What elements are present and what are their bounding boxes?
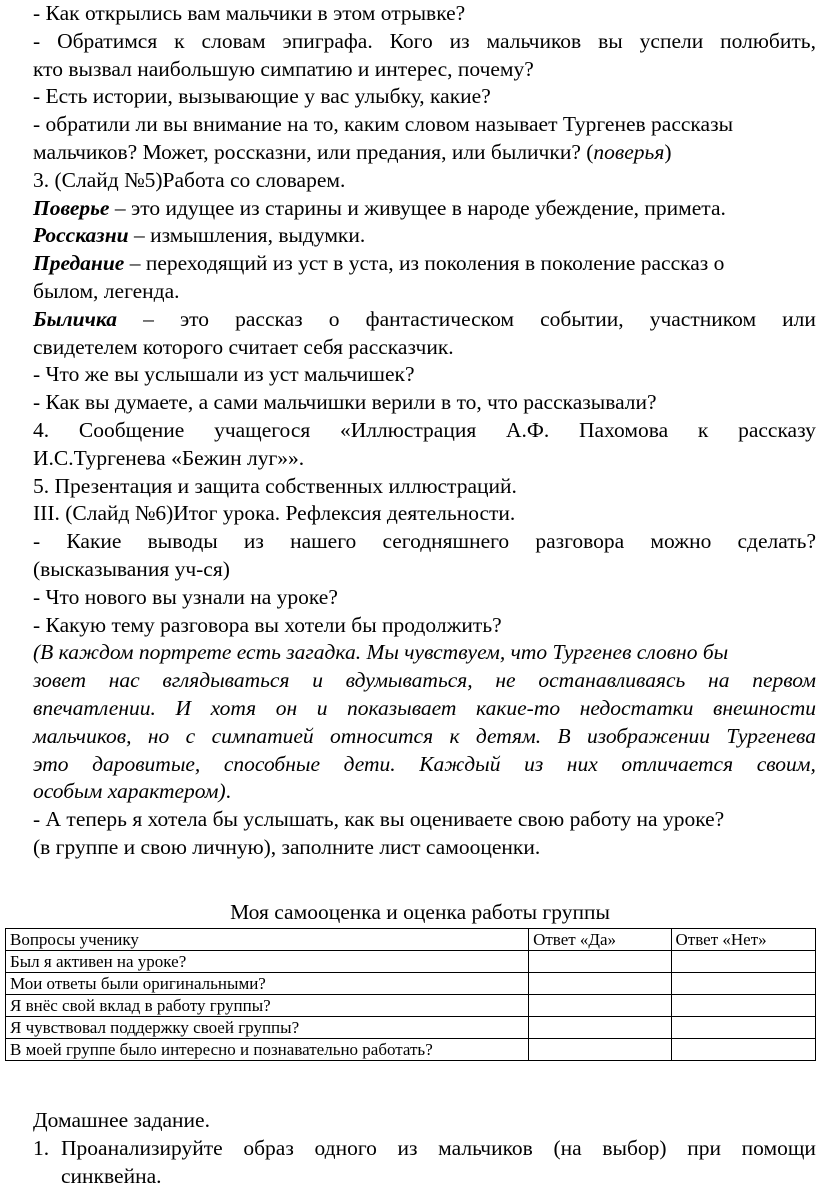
text-line: - Что нового вы узнали на уроке?	[33, 584, 338, 609]
word: фантастическом	[365, 306, 515, 331]
justified-line	[33, 28, 816, 56]
word: относится	[330, 723, 434, 748]
word: зовет	[33, 668, 86, 693]
word: В	[557, 723, 571, 748]
word: впечатлении.	[33, 695, 156, 720]
word: вглядываться	[162, 668, 290, 693]
word: отличается	[621, 751, 734, 776]
word: из	[449, 28, 470, 53]
item-number: 1.	[33, 1136, 50, 1160]
word: с	[185, 723, 196, 748]
table-row	[6, 973, 816, 995]
word: на	[708, 668, 730, 693]
word: рассказу	[738, 417, 816, 442]
word: –	[143, 306, 154, 331]
word: из	[397, 1136, 418, 1160]
word: помощи	[741, 1136, 816, 1160]
text-line: - обратили ли вы внимание на то, каким словом называет Тургенев рассказы	[33, 112, 734, 137]
word: рассказ	[235, 306, 303, 331]
word: какие-то	[476, 695, 561, 720]
word: участником	[649, 306, 757, 331]
word: «Иллюстрация	[340, 417, 477, 442]
glossary-entry	[33, 306, 816, 334]
text-line: И.С.Тургенева «Бежин луг»».	[33, 445, 305, 470]
word: сделать?	[737, 529, 816, 554]
word: Проанализируйте	[61, 1136, 223, 1160]
word: первом	[752, 668, 816, 693]
word: (на	[553, 1136, 582, 1160]
word: из	[524, 751, 544, 776]
word: но	[147, 723, 170, 748]
word: изображении	[587, 723, 711, 748]
word: Тургенева	[726, 723, 816, 748]
text-line: - Какую тему разговора вы хотели бы продолжить?	[33, 612, 502, 637]
header-cell: Вопросы ученику	[6, 929, 529, 951]
word: образ	[243, 1136, 294, 1160]
word: при	[687, 1136, 721, 1160]
self-assessment-table	[5, 928, 816, 1061]
italic-word: поверья	[593, 139, 665, 164]
word: выводы	[147, 529, 218, 554]
glossary-term: Быличка	[33, 306, 117, 331]
section-heading: 3. (Слайд №5)Работа со словарем.	[33, 167, 346, 192]
word: симпатией	[211, 723, 314, 748]
word: мальчиков	[438, 1136, 533, 1160]
word: Сообщение	[78, 417, 185, 442]
answer-yes-cell[interactable]	[529, 995, 671, 1017]
word: выбор)	[602, 1136, 667, 1160]
word: даровитые,	[92, 751, 201, 776]
word: он	[275, 695, 298, 720]
text-line: - Как вы думаете, а сами мальчишки верили в то, что рассказывали?	[33, 390, 657, 415]
word: и	[316, 695, 328, 720]
lesson-text	[33, 0, 816, 862]
question-cell: Мои ответы были оригинальными?	[6, 973, 529, 995]
text-line: - Что же вы услышали из уст мальчишек?	[33, 362, 415, 387]
text-line: мальчиков? Может, россказни, или предания, или былички? (поверья)	[33, 139, 672, 164]
table-row	[6, 1039, 816, 1061]
glossary-term: Россказни	[33, 223, 129, 248]
italic-justified-line	[33, 723, 816, 751]
justified-line	[33, 528, 816, 556]
word: мальчиков	[486, 28, 582, 53]
glossary-continuation: былом, легенда.	[33, 278, 180, 303]
answer-yes-cell[interactable]	[529, 951, 671, 973]
homework-section	[33, 1106, 816, 1190]
word: И	[175, 695, 191, 720]
answer-yes-cell[interactable]	[529, 973, 671, 995]
word: эпиграфа.	[282, 28, 373, 53]
table-row	[6, 1017, 816, 1039]
word: мальчиков,	[33, 723, 132, 748]
text-line: (в группе и свою личную), заполните лист самооценки.	[33, 834, 541, 859]
text-line: 5. Презентация и защита собственных иллюстраций.	[33, 473, 517, 498]
word: хотя	[210, 695, 257, 720]
word: вы	[598, 28, 623, 53]
word: останавливаясь	[538, 668, 686, 693]
word: успели	[639, 28, 704, 53]
glossary-term: Поверье	[33, 195, 110, 220]
italic-justified-line	[33, 667, 816, 695]
text-line: кто вызвал наибольшую симпатию и интерес, почему?	[33, 56, 534, 81]
word: можно	[650, 529, 712, 554]
answer-no-cell[interactable]	[671, 995, 815, 1017]
glossary-entry: Предание – переходящий из уст в уста, из поколения в поколение рассказ о	[33, 251, 725, 276]
word: них	[566, 751, 598, 776]
word: 4.	[33, 417, 50, 442]
word: способные	[223, 751, 320, 776]
word: из	[243, 529, 264, 554]
word: словам	[201, 28, 266, 53]
answer-no-cell[interactable]	[671, 951, 815, 973]
table-title: Моя самооценка и оценка работы группы	[230, 900, 610, 924]
word: -	[33, 529, 41, 554]
word: к	[697, 417, 709, 442]
text-line: (высказывания уч-ся)	[33, 556, 230, 581]
table-row	[6, 995, 816, 1017]
answer-yes-cell[interactable]	[529, 1039, 671, 1061]
word: недостатки	[579, 695, 694, 720]
word: событии,	[540, 306, 624, 331]
italic-justified-line	[33, 751, 816, 779]
section-heading: III. (Слайд №6)Итог урока. Рефлексия деятельности.	[33, 501, 516, 526]
text-line: - Как открылись вам мальчики в этом отрывке?	[33, 1, 466, 25]
homework-item	[33, 1134, 816, 1190]
word: полюбить,	[720, 28, 816, 53]
word: А.Ф.	[505, 417, 550, 442]
word: разговора	[535, 529, 625, 554]
header-cell: Ответ «Нет»	[671, 929, 815, 951]
justified-line	[61, 1134, 816, 1162]
word: не	[495, 668, 516, 693]
header-cell: Ответ «Да»	[529, 929, 671, 951]
word: или	[782, 306, 816, 331]
word: показывает	[347, 695, 457, 720]
word: детям.	[475, 723, 542, 748]
answer-no-cell[interactable]	[671, 1017, 815, 1039]
word: сегодняшнего	[382, 529, 510, 554]
word: нашего	[290, 529, 357, 554]
word: к	[174, 28, 185, 53]
glossary-term: Предание	[33, 251, 125, 276]
table-header-row	[6, 929, 816, 951]
italic-line: особым характером).	[33, 779, 231, 804]
word: это	[33, 751, 69, 776]
answer-yes-cell[interactable]	[529, 1017, 671, 1039]
word: одного	[314, 1136, 377, 1160]
word: и	[312, 668, 323, 693]
word: своим,	[756, 751, 816, 776]
homework-title: Домашнее задание.	[33, 1108, 210, 1132]
word: учащегося	[214, 417, 311, 442]
word: дети.	[343, 751, 396, 776]
table-row	[6, 951, 816, 973]
glossary-entry: Россказни – измышления, выдумки.	[33, 223, 366, 248]
item-continuation: синквейна.	[61, 1164, 162, 1188]
word: к	[449, 723, 460, 748]
word: Кого	[389, 28, 433, 53]
glossary-continuation: свидетелем которого считает себя рассказчик.	[33, 334, 454, 359]
word: вдумываться,	[345, 668, 473, 693]
italic-justified-line	[33, 695, 816, 723]
word: Какие	[66, 529, 122, 554]
word: нас	[108, 668, 140, 693]
word: -	[33, 28, 41, 53]
text-line: - А теперь я хотела бы услышать, как вы оцениваете свою работу на уроке?	[33, 807, 725, 832]
glossary-entry: Поверье – это идущее из старины и живущее в народе убеждение, примета.	[33, 195, 726, 220]
word: это	[179, 306, 210, 331]
question-cell: В моей группе было интересно и познавательно работать?	[6, 1039, 529, 1061]
question-cell: Я чувствовал поддержку своей группы?	[6, 1017, 529, 1039]
answer-no-cell[interactable]	[671, 1039, 815, 1061]
question-cell: Я внёс свой вклад в работу группы?	[6, 995, 529, 1017]
text-line: - Есть истории, вызывающие у вас улыбку, какие?	[33, 84, 491, 109]
word: Обратимся	[57, 28, 158, 53]
word: Пахомова	[579, 417, 669, 442]
word: о	[328, 306, 340, 331]
justified-line	[33, 417, 816, 445]
word: внешности	[712, 695, 816, 720]
word: Каждый	[419, 751, 501, 776]
italic-line: (В каждом портрете есть загадка. Мы чувствуем, что Тургенев словно бы	[33, 640, 729, 665]
answer-no-cell[interactable]	[671, 973, 815, 995]
question-cell: Был я активен на уроке?	[6, 951, 529, 973]
